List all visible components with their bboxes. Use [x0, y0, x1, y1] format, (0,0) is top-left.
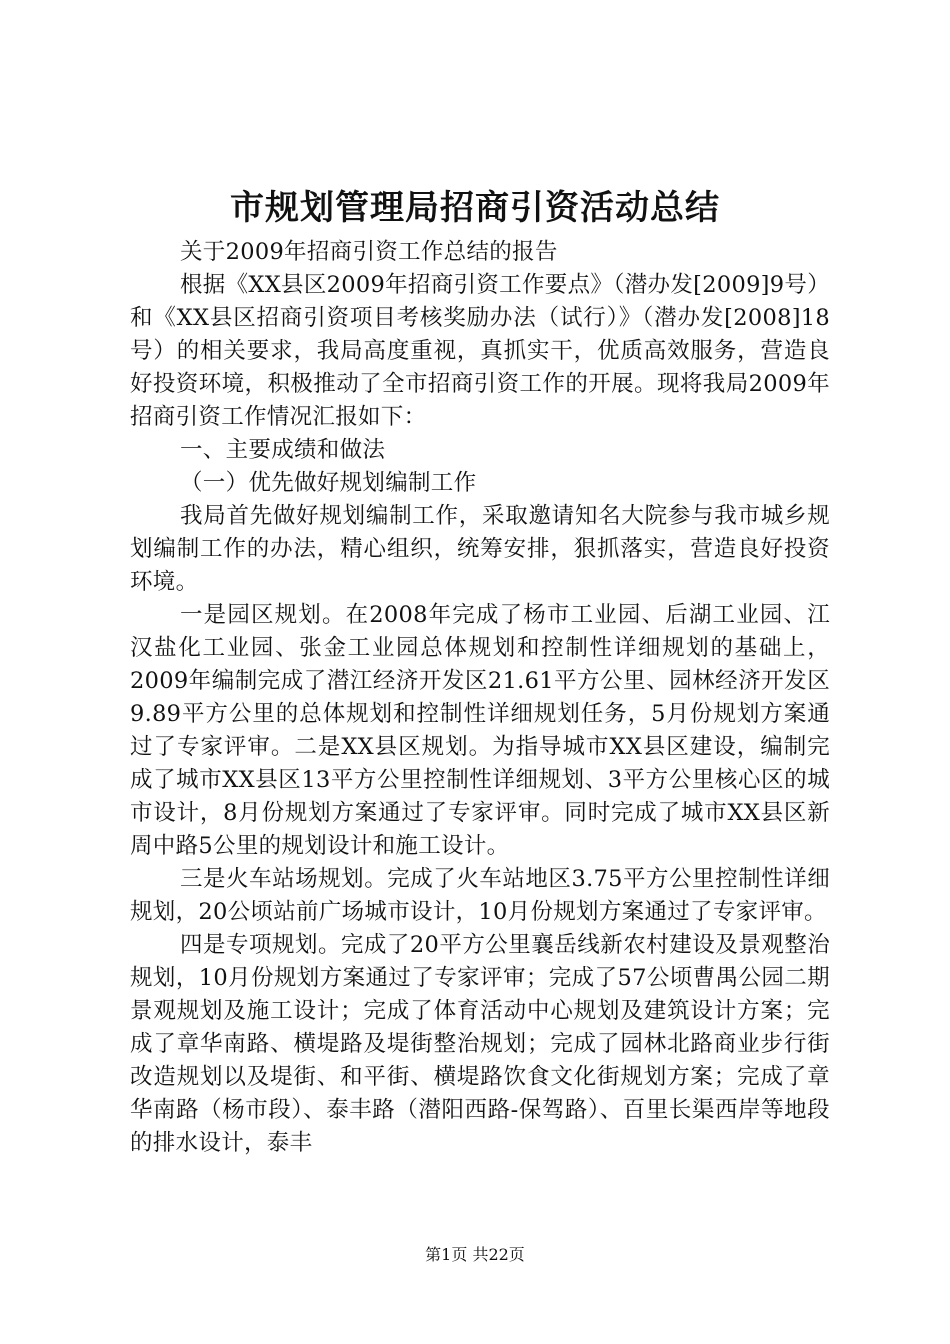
- body-paragraph: 四是专项规划。完成了20平方公里襄岳线新农村建设及景观整治规划，10月份规划方案通过了专家评审；完成了57公顷曹禺公园二期景观规划及施工设计；完成了体育活动中心规划及建筑设计方案；完成了章华南路、横堤路及堤街整治规划；完成了园林北路商业步行街改造规划以及堤街、和平街、横堤路饮食文化街规划方案；完成了章华南路（杨市段）、泰丰路（潜阳西路-保驾路）、百里长渠西岸等地段的排水设计，泰丰: [130, 932, 830, 1156]
- body-paragraph: 我局首先做好规划编制工作，采取邀请知名大院参与我市城乡规划编制工作的办法，精心组织，统筹安排，狠抓落实，营造良好投资环境。: [130, 503, 830, 595]
- document-title: 市规划管理局招商引资活动总结: [230, 188, 720, 228]
- body-paragraph: 三是火车站场规划。完成了火车站地区3.75平方公里控制性详细规划，20公顷站前广场城市设计，10月份规划方案通过了专家评审。: [130, 866, 830, 925]
- section-heading: 一、主要成绩和做法: [180, 437, 386, 463]
- body-paragraph: 一是园区规划。在2008年完成了杨市工业园、后湖工业园、江汉盐化工业园、张金工业园总体规划和控制性详细规划的基础上，2009年编制完成了潜江经济开发区21.61平方公里、园林经济开发区9.89平方公里的总体规划和控制性详细规划任务，5月份规划方案通过了专家评审。二是XX县区规划。为指导城市XX县区建设，编制完成了城市XX县区13平方公里控制性详细规划、3平方公里核心区的城市设计，8月份规划方案通过了专家评审。同时完成了城市XX县区新周中路5公里的规划设计和施工设计。: [130, 602, 830, 859]
- page-number-footer: 第1页 共22页: [425, 1245, 525, 1264]
- report-heading: 关于2009年招商引资工作总结的报告: [180, 239, 558, 265]
- intro-paragraph: 根据《XX县区2009年招商引资工作要点》（潜办发[2009]9号）和《XX县区招商引资项目考核奖励办法（试行）》（潜办发[2008]18号）的相关要求，我局高度重视，真抓实干，优质高效服务，营造良好投资环境，积极推动了全市招商引资工作的开展。现将我局2009年招商引资工作情况汇报如下：: [130, 272, 830, 430]
- document-body: [130, 236, 830, 1160]
- subsection-heading: （一）优先做好规划编制工作: [180, 470, 477, 496]
